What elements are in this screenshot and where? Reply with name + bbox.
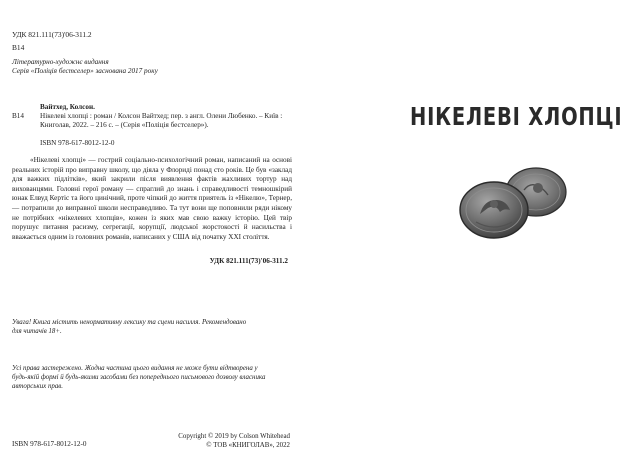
catalog-code: В14 — [12, 112, 24, 120]
imprint-page — [0, 0, 300, 468]
udc-code-bottom: УДК 821.111(73)'06-311.2 — [209, 257, 288, 265]
book-title: НІКЕЛЕВІ ХЛОПЦІ — [410, 102, 622, 131]
edition-type: Літературно-художнє видання — [12, 58, 109, 66]
copyright-block — [140, 432, 290, 450]
title-page — [300, 0, 622, 468]
content-warning: Увага! Книга містить ненормативну лексику та сцени насилля. Рекомендовано для читачів 18+. — [12, 319, 247, 335]
book-annotation: «Нікелеві хлопці» — гострий соціально-психологічний роман, написаний на основі реальних історій про виправну школу, що діяла у Флориді понад сто років. Це був «заклад для важких підлітків», який закрили після виявлення фактів жахливих тортур над вихованцями. Головні герої роману — спраглий до знань і справедливості темношкірий юнак Елвуд Кертіс та його цинічний, проте чіпкий до життя приятель із «Нікелю», Тернер, — потрапили до виправної школи несправедливо. Та тут вони ще поповнили ряди нікому не потрібних «нікелевих хлопців», кожен із яких мав свою важку історію. Цей твір порушує питання расизму, сегрегації, корупції, людської жорстокості й насильства і вважається одним із головних романів, написаних у США від початку XXI століття. — [12, 156, 292, 241]
catalog-description: Нікелеві хлопці : роман / Колсон Вайтхед; пер. з англ. Олени Любенко. – Київ : Книголав, 2022. – 216 с. – (Серія «Поліція бестселер»). — [40, 112, 283, 130]
isbn-bottom: ISBN 978-617-8012-12-0 — [12, 440, 87, 448]
catalog-author: Вайтхед, Колсон. — [40, 103, 95, 111]
udc-code-top: УДК 821.111(73)'06-311.2 — [12, 30, 92, 39]
copyright-author: Copyright © 2019 by Colson Whitehead — [178, 433, 290, 440]
copyright-publisher: © ТОВ «КНИГОЛАВ», 2022 — [206, 442, 290, 450]
rights-notice: Усі права застережено. Жодна частина цього видання не може бути відтворена у будь-якій формі й будь-якими засобами без попереднього письмового дозволу власника авторських прав. — [12, 365, 266, 391]
coins-illustration — [450, 160, 580, 250]
library-code-top: В14 — [12, 43, 25, 52]
coin-front — [460, 182, 528, 238]
isbn-catalog: ISBN 978-617-8012-12-0 — [40, 139, 115, 147]
series-info: Серія «Поліція бестселер» заснована 2017 року — [12, 67, 158, 75]
